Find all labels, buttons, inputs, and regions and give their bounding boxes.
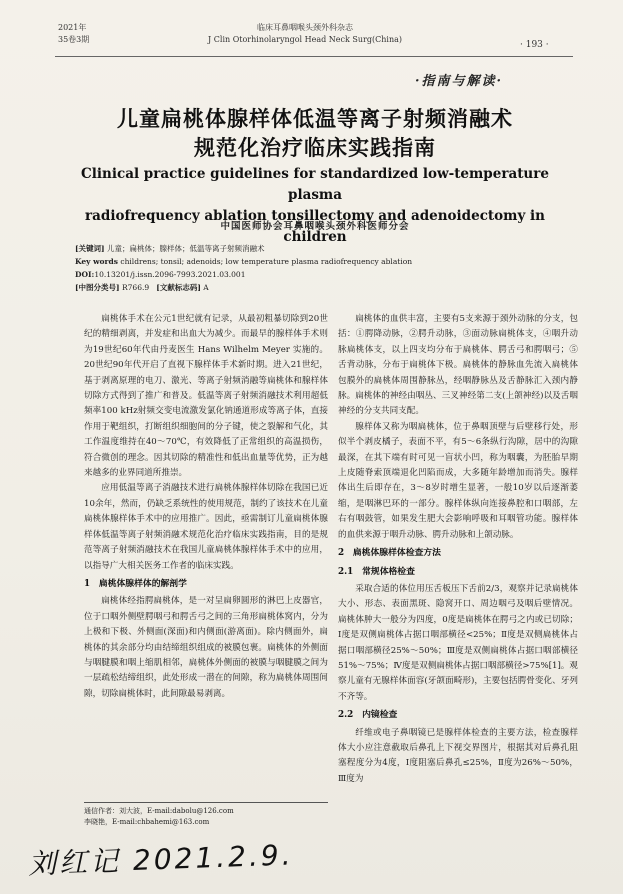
left-column: [84, 312, 328, 702]
keywords-cn-label: [关键词]: [75, 244, 105, 253]
keywords-cn: [75, 242, 565, 255]
keywords-cn-value: 儿童；扁桃体；腺样体；低温等离子射频消融术: [107, 244, 265, 253]
section-1-heading: 1 扁桃体腺样体的解剖学: [84, 578, 187, 589]
title-en-line-1: Clinical practice guidelines for standardized low-temperature plasma: [81, 166, 549, 203]
keywords-en-label: Key words: [75, 257, 118, 266]
title-cn: [60, 104, 570, 162]
title-en: [60, 164, 570, 248]
clc-label: [中图分类号]: [75, 283, 120, 292]
header-left: [58, 22, 89, 46]
body-paragraph: 扁桃体手术在公元1世纪就有记录，从最初粗暴切除到20世纪的精细剥离，并发症和出血大为减少。而最早的腺样体手术则为19世纪60年代由丹麦医生 Hans Wilhelm Meyer 实施的。20世纪90年代开启了直视下腺样体手术新时期。进入21世纪，基于剥离原理的电刀、激光、等离子射频消融等扁桃体和腺样体切除方式得到了推广和普及。低温等离子射频消融技术利用超低频率100 kHz射频交变电流激发氯化钠通道形成等离子体，直接作用于靶组织，打断组织细胞间的分子键，使之裂解和气化，其工作温度维持在40～70℃，有效降低了正常组织的高温损伤，符合微创的理念。因其切除的精准性和低出血量等优势，正为越来越多的业界同道所推崇。: [84, 314, 328, 479]
right-column: [338, 312, 578, 787]
body-paragraph: 扁桃体的血供丰富，主要有5支来源于颈外动脉的分支，包括：①腭降动脉，②腭升动脉，③面动脉扁桃体支，④咽升动脉扁桃体支，以上四支均分布于扁桃体、腭舌弓和腭咽弓；⑤舌背动脉，分布于扁桃体下极。扁桃体的静脉血先流入扁桃体包膜外的扁桃体周围静脉丛，经咽静脉丛及舌静脉汇入颈内静脉。扁桃体的神经由咽丛、三叉神经第二支(上颌神经)以及舌咽神经的分支共同支配。: [338, 314, 578, 417]
body-paragraph: 腺样体又称为咽扁桃体，位于鼻咽顶壁与后壁移行处，形似半个剥皮橘子，表面不平，有5～6条纵行沟隙，居中的沟隙最深，在其下端有时可见一盲状小凹，称为咽囊，为胚胎早期上皮随脊索顶端退化凹陷而成，大多随年龄增加而消失。腺样体出生后即存在，3～8岁时增生显著，一般10岁以后逐渐萎缩，是咽淋巴环的一部分。腺样体纵向连接鼻腔和口咽部，左右有咽鼓管，如果发生肥大会影响呼吸和耳咽管功能。腺样体的血供来源于咽升动脉、腭升动脉和上颌动脉。: [338, 421, 578, 540]
authors: 中国医师协会耳鼻咽喉头颈外科医师分会: [220, 221, 410, 232]
page-number: · 193 ·: [520, 40, 549, 50]
handwritten-signature: 刘红记 2021.2.9.: [27, 838, 295, 881]
classification: [75, 281, 565, 294]
journal-name-en: J Clin Otorhinolaryngol Head Neck Surg(China): [208, 35, 402, 44]
header-divider: [55, 56, 573, 57]
section-1-text: 扁桃体经指腭扁桃体，是一对呈扁卵圆形的淋巴上皮器官，位于口咽外侧壁腭咽弓和腭舌弓之间的三角形扁桃体窝内，分为上极和下极、外侧面(深面)和内侧面(游离面)。除内侧面外，扁桃体的其余部分均由结缔组织组成的被膜包裹。扁桃体的外侧面与咽腱膜和咽上缩肌相邻，扁桃体外侧面的被膜与咽腱膜之间为一层疏松结缔组织，此处形成一潜在的间隙，称为扁桃体周围间隙，切除扁桃体时，此间隙最易剥离。: [84, 596, 328, 699]
title-cn-line-1: 儿童扁桃体腺样体低温等离子射频消融术: [117, 106, 513, 131]
doi-label: DOI:: [75, 270, 95, 279]
section-2-2-heading: 2.2 内镜检查: [338, 710, 398, 721]
doc-code-value: A: [203, 283, 209, 292]
keywords-en-value: childrens; tonsil; adenoids; low temperature plasma radiofrequency ablation: [120, 257, 413, 266]
title-en-line-2: radiofrequency ablation tonsillectomy and adenoidectomy in children: [85, 208, 545, 245]
doc-code-label: [文献标志码]: [156, 283, 201, 292]
footnote-line: 李晓艳，E-mail:chbahemi@163.com: [84, 818, 210, 826]
article-meta: [75, 242, 565, 294]
doi: [75, 268, 565, 281]
clc-value: R766.9: [122, 283, 150, 292]
section-2-1-text: 采取合适的体位用压舌板压下舌前2/3，观察并记录扁桃体大小、形态、表面黑斑、隐窝开口、周边咽弓及咽后壁情况。扁桃体肿大一般分为四度，0度是扁桃体在腭弓之内或已切除；Ⅰ度是双侧扁桃体占据口咽部横径<25%；Ⅱ度是双侧扁桃体占据口咽部横径25%～50%；Ⅲ度是双侧扁桃体占据口咽部横径51%～75%；Ⅳ度是双侧扁桃体占据口咽部横径>75%[1]。观察儿童有无腺样体面容(牙颌面畸形)，主要包括腭骨变化、牙列不齐等。: [338, 583, 578, 702]
column-tag: ·指南与解读·: [415, 74, 504, 89]
doi-value: 10.13201/j.issn.2096-7993.2021.03.001: [94, 270, 246, 279]
title-cn-line-2: 规范化治疗临床实践指南: [194, 135, 436, 160]
header-volume: 35卷3期: [58, 35, 90, 44]
header-center: [180, 22, 430, 46]
keywords-en: [75, 255, 565, 268]
journal-name-cn: 临床耳鼻咽喉头颈外科杂志: [257, 23, 353, 32]
body-paragraph: 应用低温等离子消融技术进行扁桃体腺样体切除在我国已近10余年，然而，仍缺乏系统性的使用规范，制约了该技术在儿童扁桃体腺样体手术中的应用推广。因此，亟需制订儿童扁桃体腺样体低温等离子射频消融术规范化治疗临床实践指南，目的是规范等离子射频消融技术在我国儿童扁桃体腺样体手术中的应用，以指导广大相关医务工作者的临床实践。: [84, 483, 328, 571]
footnote: [84, 802, 328, 828]
section-2-heading: 2 扁桃体腺样体检查方法: [338, 548, 441, 559]
section-2-2-text: 纤维或电子鼻咽镜已是腺样体检查的主要方法，检查腺样体大小应注意截取后鼻孔上下视交界图片，根据其对后鼻孔阻塞程度分为4度，Ⅰ度阻塞后鼻孔≤25%，Ⅱ度为26%～50%，Ⅲ度为: [338, 727, 578, 784]
footnote-line: 通信作者：刘大波，E-mail:dabolu@126.com: [84, 807, 234, 815]
section-2-1-heading: 2.1 常规体格检查: [338, 566, 415, 577]
header-year: 2021年: [58, 23, 87, 32]
